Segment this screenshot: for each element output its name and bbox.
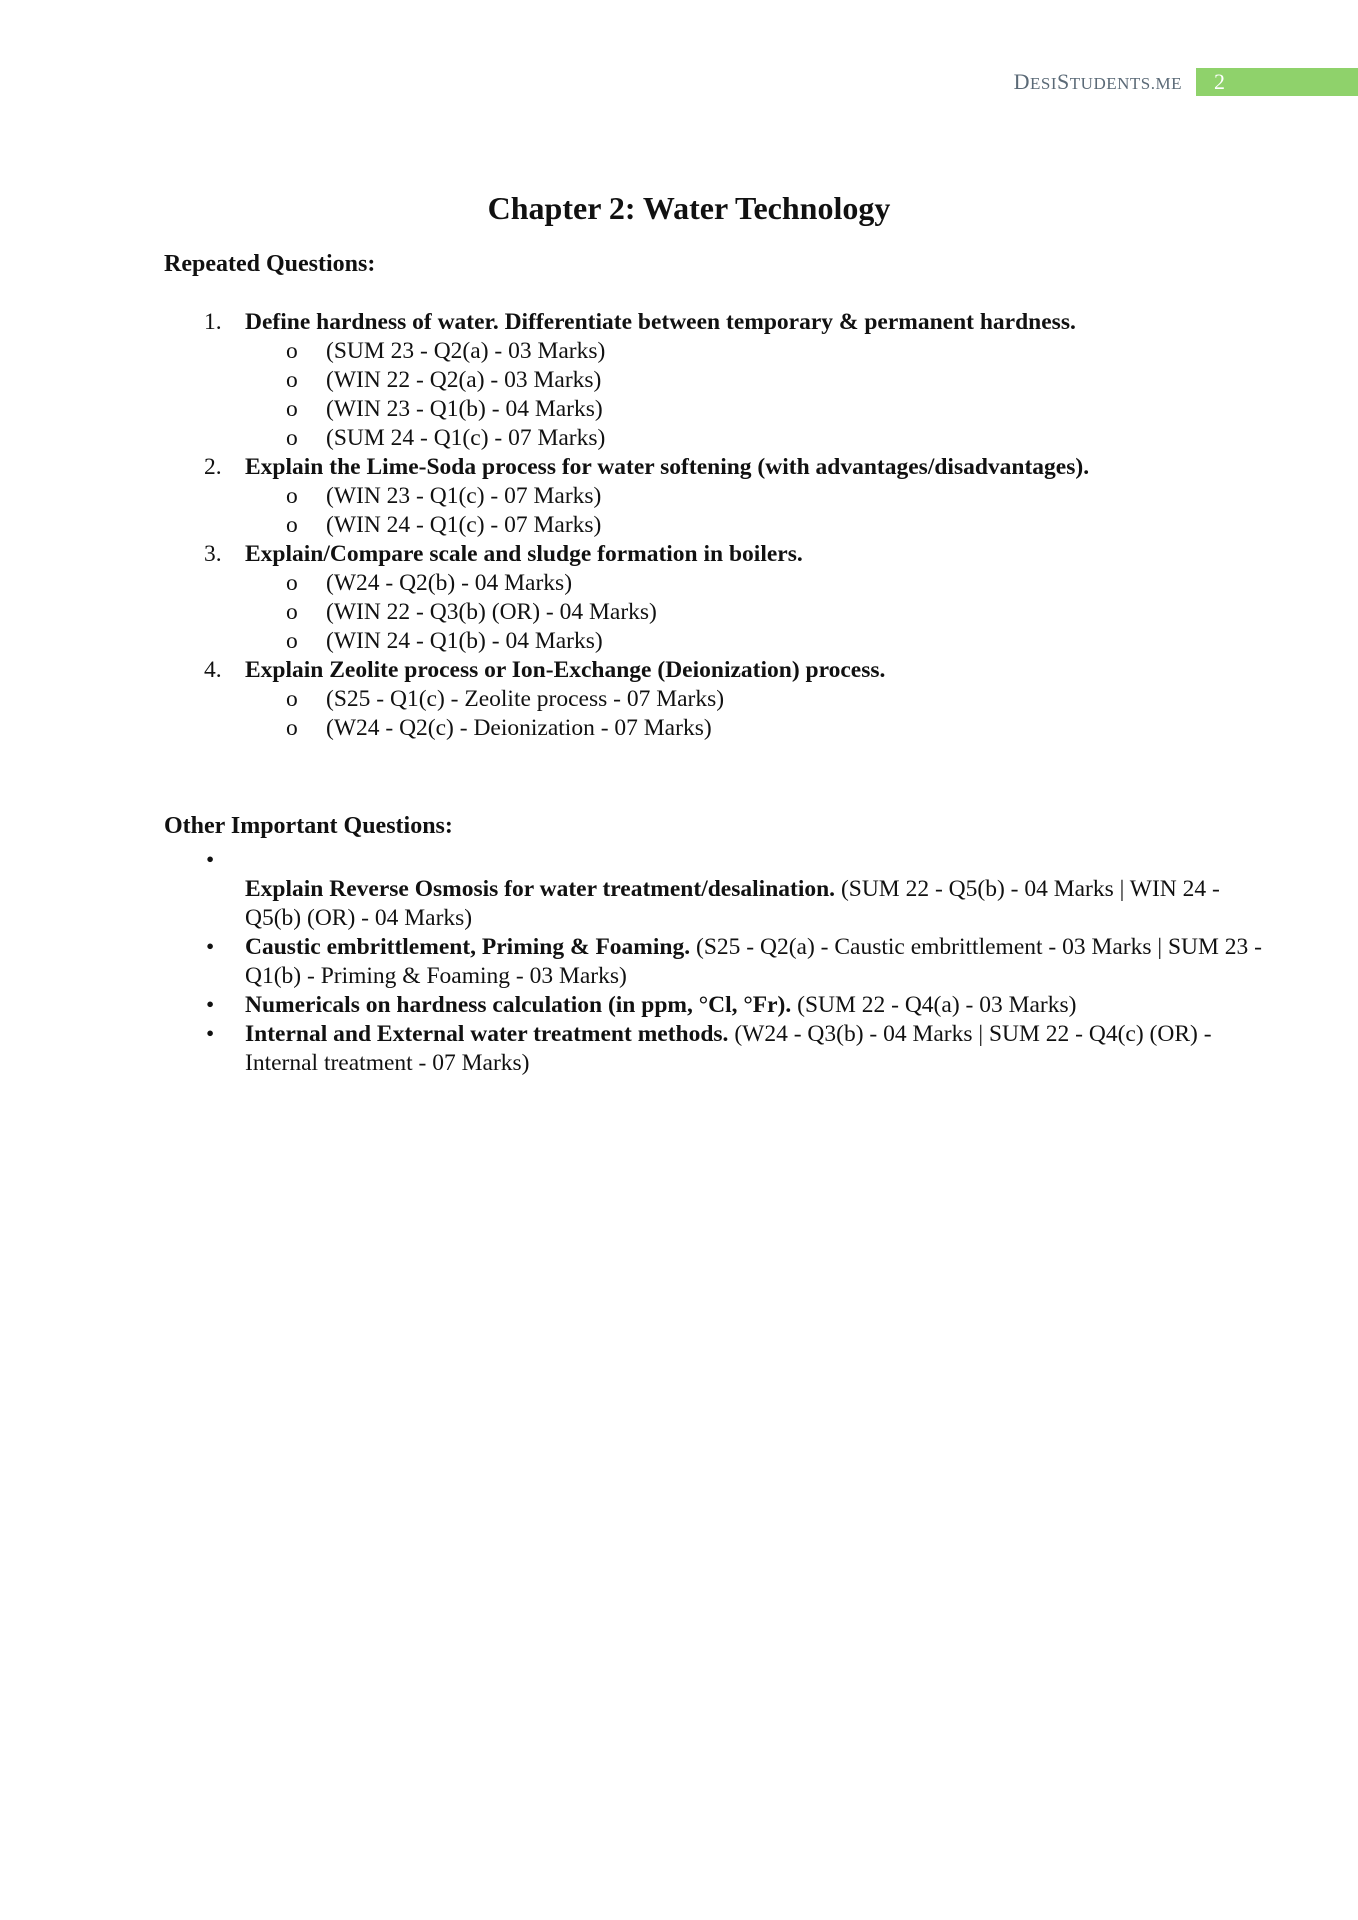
- sub-bullet-marker: o: [286, 715, 298, 741]
- sub-bullet-marker: o: [286, 686, 298, 712]
- exam-reference-list: [245, 482, 1214, 540]
- exam-reference: o (SUM 23 - Q2(a) - 03 Marks): [286, 338, 606, 364]
- brand-logo: DESISTUDENTS.ME: [1013, 69, 1182, 94]
- question-text: Explain the Lime-Soda process for water softening (with advantages/disadvantages).: [245, 454, 1090, 480]
- question-text: Caustic embrittlement, Priming & Foaming.: [245, 934, 691, 960]
- exam-reference: (S25 - Q2(a) - Caustic embrittlement - 03 Marks | SUM 23 - Q1(b) - Priming & Foaming - 03 Marks): [245, 934, 1262, 989]
- empty-line: [245, 846, 1265, 875]
- exam-reference: o (SUM 24 - Q1(c) - 07 Marks): [286, 425, 606, 451]
- exam-reference: o (S25 - Q1(c) - Zeolite process - 07 Marks): [286, 686, 725, 712]
- question-number: 3.: [204, 541, 222, 567]
- question-number: 2.: [204, 454, 222, 480]
- exam-reference: (W24 - Q3(b) - 04 Marks | SUM 22 - Q4(c) (OR) - Internal treatment - 07 Marks): [245, 1021, 1212, 1076]
- exam-reference: (SUM 22 - Q4(a) - 03 Marks): [791, 992, 1077, 1018]
- sub-bullet-marker: o: [286, 628, 298, 654]
- sub-bullet-marker: o: [286, 367, 298, 393]
- sub-bullet-marker: o: [286, 396, 298, 422]
- exam-reference: o (WIN 23 - Q1(c) - 07 Marks): [286, 483, 602, 509]
- sub-bullet-marker: o: [286, 338, 298, 364]
- sub-bullet-marker: o: [286, 425, 298, 451]
- bullet-marker: •: [206, 992, 215, 1018]
- exam-reference: o (WIN 22 - Q3(b) (OR) - 04 Marks): [286, 599, 657, 625]
- sub-bullet-marker: o: [286, 483, 298, 509]
- question-text: Define hardness of water. Differentiate between temporary & permanent hardness.: [245, 309, 1076, 335]
- other-question-item: [164, 1020, 1265, 1078]
- sub-bullet-marker: o: [286, 599, 298, 625]
- document-body: [164, 190, 1262, 1078]
- bullet-marker: •: [206, 1021, 215, 1047]
- question-text: Explain Reverse Osmosis for water treatment/desalination.: [245, 876, 836, 902]
- exam-reference-list: [245, 685, 1214, 743]
- other-question-item: [164, 991, 1265, 1020]
- other-question-item: [164, 846, 1265, 933]
- exam-reference: o (W24 - Q2(c) - Deionization - 07 Marks): [286, 715, 712, 741]
- exam-reference: o (WIN 24 - Q1(b) - 04 Marks): [286, 628, 603, 654]
- other-questions-list: [164, 846, 1262, 1078]
- exam-reference: o (W24 - Q2(b) - 04 Marks): [286, 570, 573, 596]
- exam-reference: o (WIN 22 - Q2(a) - 03 Marks): [286, 367, 602, 393]
- page-number-badge: [1196, 68, 1358, 96]
- exam-reference: o (WIN 23 - Q1(b) - 04 Marks): [286, 396, 603, 422]
- other-questions-section: [164, 813, 1262, 1078]
- exam-reference: (SUM 22 - Q5(b) - 04 Marks | WIN 24 - Q5(b) (OR) - 04 Marks): [245, 876, 1220, 931]
- exam-reference: o (WIN 24 - Q1(c) - 07 Marks): [286, 512, 602, 538]
- question-number: 4.: [204, 657, 222, 683]
- other-questions-heading: Other Important Questions:: [164, 813, 453, 839]
- repeated-questions-list: [164, 308, 1214, 743]
- bullet-marker: •: [206, 934, 215, 960]
- exam-reference-list: [245, 569, 1214, 656]
- exam-reference-list: [245, 337, 1214, 453]
- repeated-question-item: [164, 453, 1214, 540]
- bullet-marker: •: [206, 847, 215, 873]
- question-text: Explain/Compare scale and sludge formation in boilers.: [245, 541, 803, 567]
- repeated-question-item: [164, 540, 1214, 656]
- repeated-questions-heading: Repeated Questions:: [164, 251, 376, 277]
- question-text: Numericals on hardness calculation (in ppm, °Cl, °Fr).: [245, 992, 792, 1018]
- question-text: Internal and External water treatment methods.: [245, 1021, 729, 1047]
- sub-bullet-marker: o: [286, 570, 298, 596]
- chapter-title: Chapter 2: Water Technology: [487, 190, 891, 226]
- question-text: Explain Zeolite process or Ion-Exchange (Deionization) process.: [245, 657, 886, 683]
- question-number: 1.: [204, 309, 222, 335]
- other-question-item: [164, 933, 1265, 991]
- page-number: 2: [1214, 69, 1225, 94]
- repeated-question-item: [164, 656, 1214, 743]
- page-header: [1014, 68, 1358, 96]
- sub-bullet-marker: o: [286, 512, 298, 538]
- repeated-question-item: [164, 308, 1214, 453]
